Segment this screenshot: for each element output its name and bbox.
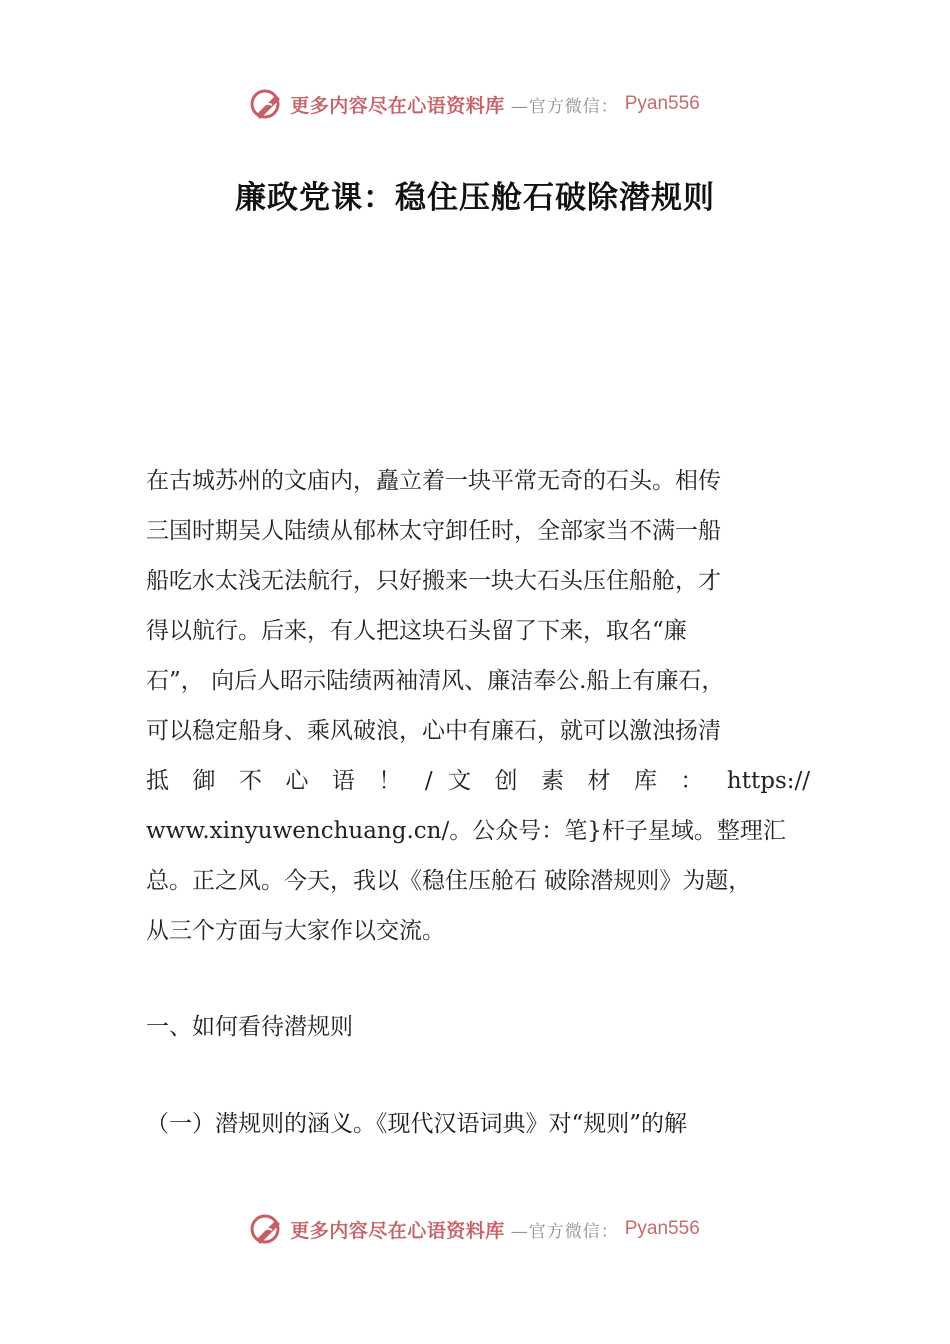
paragraph-line: www.xinyuwenchuang.cn/。公众号：笔}杆子星域。整理汇 xyxy=(146,818,786,844)
footer-wechat-label: —官方微信： xyxy=(510,1221,619,1242)
footer-promo-text: 更多内容尽在心语资料库 xyxy=(290,1219,505,1242)
document-title: 廉政党课：稳住压舱石破除潜规则 xyxy=(235,180,715,216)
pen-logo-icon xyxy=(250,87,284,121)
paragraph-line: 在古城苏州的文庙内，矗立着一块平常无奇的石头。相传 xyxy=(146,468,721,494)
paragraph-line: 得以航行。后来，有人把这块石头留了下来，取名“廉 xyxy=(146,618,687,644)
intro-paragraph xyxy=(146,456,810,956)
paragraph-line: 可以稳定船身、乘风破浪，心中有廉石，就可以激浊扬清 xyxy=(146,718,721,744)
footer-wechat-id: Pyan556 xyxy=(624,1218,700,1239)
paragraph-line: 船吃水太浅无法航行，只好搬来一块大石头压住船舱，才 xyxy=(146,568,721,594)
subsection-line: （一）潜规则的涵义。《现代汉语词典》对“规则”的解 xyxy=(146,1111,688,1137)
header-wechat-label: —官方微信： xyxy=(510,96,619,117)
footer-banner xyxy=(0,1209,950,1249)
section-heading: 一、如何看待潜规则 xyxy=(146,1014,353,1040)
paragraph-line: 三国时期吴人陆绩从郁林太守卸任时，全部家当不满一船 xyxy=(146,518,721,544)
paragraph-line: 抵 御 不 心 语 ！ / 文 创 素 材 库 ： https:// xyxy=(146,768,810,794)
header-wechat-id: Pyan556 xyxy=(624,93,700,114)
paragraph-line: 总。正之风。今天，我以《稳住压舱石 破除潜规则》为题， xyxy=(146,868,752,894)
paragraph-line: 石”， 向后人昭示陆绩两袖清风、廉洁奉公.船上有廉石， xyxy=(146,668,725,694)
pen-logo-icon xyxy=(250,1212,284,1246)
paragraph-line: 从三个方面与大家作以交流。 xyxy=(146,918,445,944)
header-banner xyxy=(0,84,950,124)
header-promo-text: 更多内容尽在心语资料库 xyxy=(290,94,505,117)
